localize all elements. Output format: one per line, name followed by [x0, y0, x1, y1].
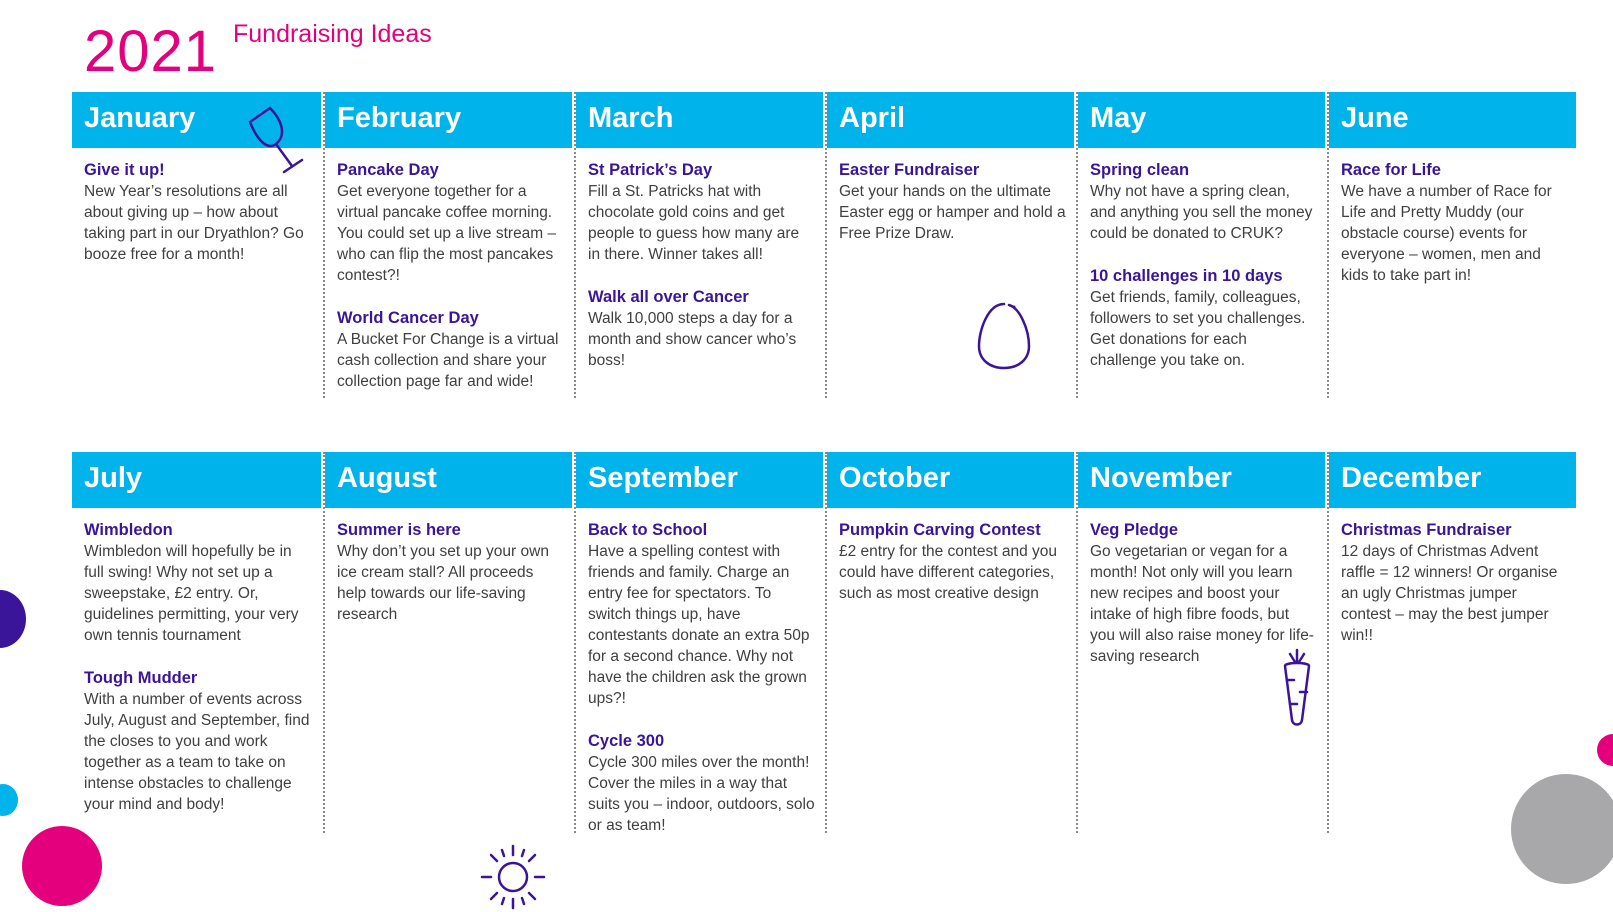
- month-entries: [576, 148, 825, 371]
- idea-description: A Bucket For Change is a virtual cash collection and share your collection page far and wide!: [337, 331, 559, 390]
- idea-description: Wimbledon will hopefully be in full swing! Why not set up a sweepstake, £2 entry. Or, guidelines permitting, your very own tennis tournament: [84, 543, 299, 644]
- idea-description: Fill a St. Patricks hat with chocolate gold coins and get people to guess how many are in there. Winner takes all!: [588, 183, 800, 263]
- idea-description: £2 entry for the contest and you could have different categories, such as most creative design: [839, 543, 1057, 602]
- month-entries: [827, 508, 1076, 604]
- idea-description: Go vegetarian or vegan for a month! Not only will you learn new recipes and boost your intake of high fibre foods, but you will also raise money for life-saving research: [1090, 543, 1314, 665]
- idea-entry: [1090, 520, 1317, 667]
- idea-description: Have a spelling contest with friends and family. Charge an entry fee for spectators. To switch things up, have contestants donate an extra 50p for a second chance. Why not have the children ask the grown ups?!: [588, 543, 810, 707]
- idea-title: Wimbledon: [84, 521, 173, 539]
- idea-title: Back to School: [588, 521, 708, 539]
- decorative-dot-blue: [0, 784, 18, 816]
- idea-title: St Patrick’s Day: [588, 161, 713, 179]
- idea-entry: [84, 520, 313, 646]
- idea-description: Get your hands on the ultimate Easter egg or hamper and hold a Free Prize Draw.: [839, 183, 1066, 242]
- decorative-dot-purple: [0, 590, 26, 648]
- idea-description: 12 days of Christmas Advent raffle = 12 winners! Or organise an ugly Christmas jumper contest – may the best jumper win!!: [1341, 543, 1558, 644]
- idea-entry: [337, 308, 564, 392]
- month-column-november: [1076, 452, 1327, 833]
- idea-entry: [588, 731, 815, 836]
- idea-entry: [1341, 520, 1568, 646]
- idea-title: Christmas Fundraiser: [1341, 521, 1512, 539]
- sun-icon: [478, 842, 548, 912]
- idea-title: Give it up!: [84, 161, 165, 179]
- idea-description: With a number of events across July, August and September, find the closes to you and work together as a team to take on intense obstacles to challenge your mind and body!: [84, 691, 310, 813]
- idea-description: Why don’t you set up your own ice cream stall? All proceeds help towards our life-saving research: [337, 543, 549, 623]
- month-column-may: [1076, 92, 1327, 398]
- month-entries: [1078, 148, 1327, 371]
- idea-description: Walk 10,000 steps a day for a month and show cancer who’s boss!: [588, 310, 797, 369]
- month-entries: [1329, 148, 1578, 286]
- carrot-icon: [1280, 646, 1314, 728]
- calendar-row-2: [72, 452, 1580, 833]
- month-header: November: [1078, 452, 1325, 508]
- month-column-october: [825, 452, 1076, 833]
- idea-title: Cycle 300: [588, 732, 665, 750]
- idea-entry: [1341, 160, 1568, 286]
- idea-title: Walk all over Cancer: [588, 288, 749, 306]
- idea-description: Cycle 300 miles over the month! Cover the miles in a way that suits you – indoor, outdoors, solo or as team!: [588, 754, 815, 834]
- page-year: 2021: [84, 19, 218, 84]
- idea-title: Tough Mudder: [84, 669, 198, 687]
- idea-description: Why not have a spring clean, and anything you sell the money could be donated to CRUK?: [1090, 183, 1313, 242]
- idea-description: New Year’s resolutions are all about giving up – how about taking part in our Dryathlon? Go booze free for a month!: [84, 183, 304, 263]
- month-header: December: [1329, 452, 1576, 508]
- idea-entry: [84, 668, 313, 815]
- idea-entry: [588, 287, 815, 371]
- idea-title: World Cancer Day: [337, 309, 479, 327]
- idea-description: Get friends, family, colleagues, followers to set you challenges. Get donations for each challenge you take on.: [1090, 289, 1306, 369]
- month-header: April: [827, 92, 1074, 148]
- idea-description: Get everyone together for a virtual pancake coffee morning. You could set up a live stream – who can flip the most pancakes contest?!: [337, 183, 557, 284]
- idea-title: Summer is here: [337, 521, 461, 539]
- decorative-dot-grey: [1511, 774, 1613, 884]
- decorative-dot-pink-large: [22, 826, 102, 906]
- wine-glass-icon: [246, 104, 308, 176]
- month-entries: [1329, 508, 1578, 646]
- month-header: August: [325, 452, 572, 508]
- idea-title: Easter Fundraiser: [839, 161, 980, 179]
- idea-title: Pumpkin Carving Contest: [839, 521, 1041, 539]
- month-entries: [827, 148, 1076, 244]
- month-header: February: [325, 92, 572, 148]
- month-entries: [72, 508, 323, 815]
- idea-description: We have a number of Race for Life and Pretty Muddy (our obstacle course) events for everyone – women, men and kids to take part in!: [1341, 183, 1552, 284]
- month-header: October: [827, 452, 1074, 508]
- idea-title: Spring clean: [1090, 161, 1190, 179]
- idea-title: Veg Pledge: [1090, 521, 1179, 539]
- idea-entry: [839, 520, 1066, 604]
- month-header: March: [576, 92, 823, 148]
- month-column-march: [574, 92, 825, 398]
- month-column-july: [72, 452, 323, 833]
- month-entries: [1078, 508, 1327, 667]
- month-column-september: [574, 452, 825, 833]
- idea-title: Pancake Day: [337, 161, 439, 179]
- month-entries: [576, 508, 825, 836]
- month-header: May: [1078, 92, 1325, 148]
- month-header: July: [72, 452, 321, 508]
- month-header: June: [1329, 92, 1576, 148]
- idea-entry: [588, 520, 815, 709]
- egg-icon: [976, 300, 1032, 372]
- idea-entry: [839, 160, 1066, 244]
- decorative-dot-pink-small: [1597, 734, 1613, 766]
- month-entries: [325, 508, 574, 625]
- month-column-december: [1327, 452, 1578, 833]
- month-header: September: [576, 452, 823, 508]
- month-column-august: [323, 452, 574, 833]
- month-column-june: [1327, 92, 1578, 398]
- idea-entry: [588, 160, 815, 265]
- idea-entry: [337, 160, 564, 286]
- page-title: Fundraising Ideas: [233, 20, 432, 48]
- idea-title: 10 challenges in 10 days: [1090, 267, 1283, 285]
- month-entries: [325, 148, 574, 392]
- month-column-february: [323, 92, 574, 398]
- idea-entry: [337, 520, 564, 625]
- idea-entry: [1090, 160, 1317, 244]
- month-column-april: [825, 92, 1076, 398]
- idea-entry: [1090, 266, 1317, 371]
- month-header: January: [72, 92, 321, 148]
- idea-title: Race for Life: [1341, 161, 1441, 179]
